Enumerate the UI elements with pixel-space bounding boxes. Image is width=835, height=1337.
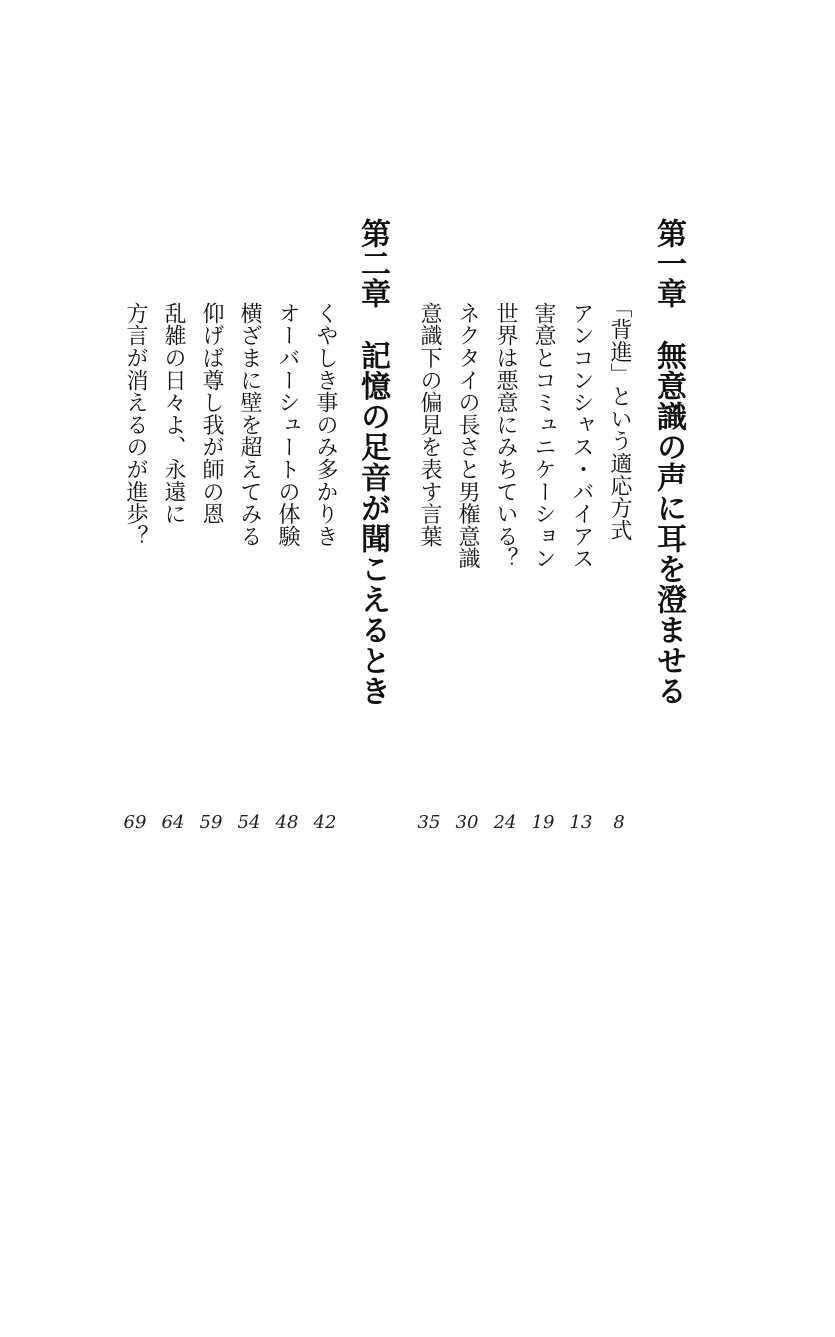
toc-page-1-4: 24 xyxy=(493,812,517,833)
toc-page-2-5: 64 xyxy=(161,812,185,833)
toc-entry-2-5[interactable]: 乱雑の日々よ、永遠に xyxy=(161,302,186,525)
toc-page-1-5: 30 xyxy=(455,812,479,833)
toc-page-2-2: 48 xyxy=(275,812,299,833)
toc-entry-1-5[interactable]: ネクタイの長さと男権意識 xyxy=(455,302,480,570)
toc-entry-1-4[interactable]: 世界は悪意にみちている？ xyxy=(493,302,518,570)
toc-entry-1-6[interactable]: 意識下の偏見を表す言葉 xyxy=(417,302,442,548)
toc-entry-1-1[interactable]: 「背進」という適応方式 xyxy=(607,296,632,542)
toc-entry-2-4[interactable]: 仰げば尊し我が師の恩 xyxy=(199,302,224,525)
toc-page-1-1: 8 xyxy=(613,812,625,833)
toc-page-2-3: 54 xyxy=(237,812,261,833)
toc-entry-2-2[interactable]: オーバーシュートの体験 xyxy=(275,302,300,548)
toc-entry-1-2[interactable]: アンコンシャス・バイアス xyxy=(569,302,594,570)
toc-entry-2-1[interactable]: くやしき事のみ多かりき xyxy=(313,302,338,548)
chapter-2-number: 第二章 xyxy=(355,218,390,308)
toc-page-1-3: 19 xyxy=(531,812,555,833)
toc-entry-2-6[interactable]: 方言が消えるのが進歩？ xyxy=(123,302,148,548)
chapter-2-title: 記憶の足音が聞こえるとき xyxy=(355,340,390,706)
toc-entry-2-3[interactable]: 横ざまに壁を超えてみる xyxy=(237,302,262,548)
toc-page-2-4: 59 xyxy=(199,812,223,833)
toc-page-1-2: 13 xyxy=(569,812,593,833)
toc-page-1-6: 35 xyxy=(417,812,441,833)
chapter-1-title: 無意識の声に耳を澄ませる xyxy=(651,340,686,706)
chapter-1-number: 第一章 xyxy=(651,218,686,308)
toc-entry-1-3[interactable]: 害意とコミュニケーション xyxy=(531,302,556,570)
toc-page-2-6: 69 xyxy=(123,812,147,833)
toc-page-2-1: 42 xyxy=(313,812,337,833)
